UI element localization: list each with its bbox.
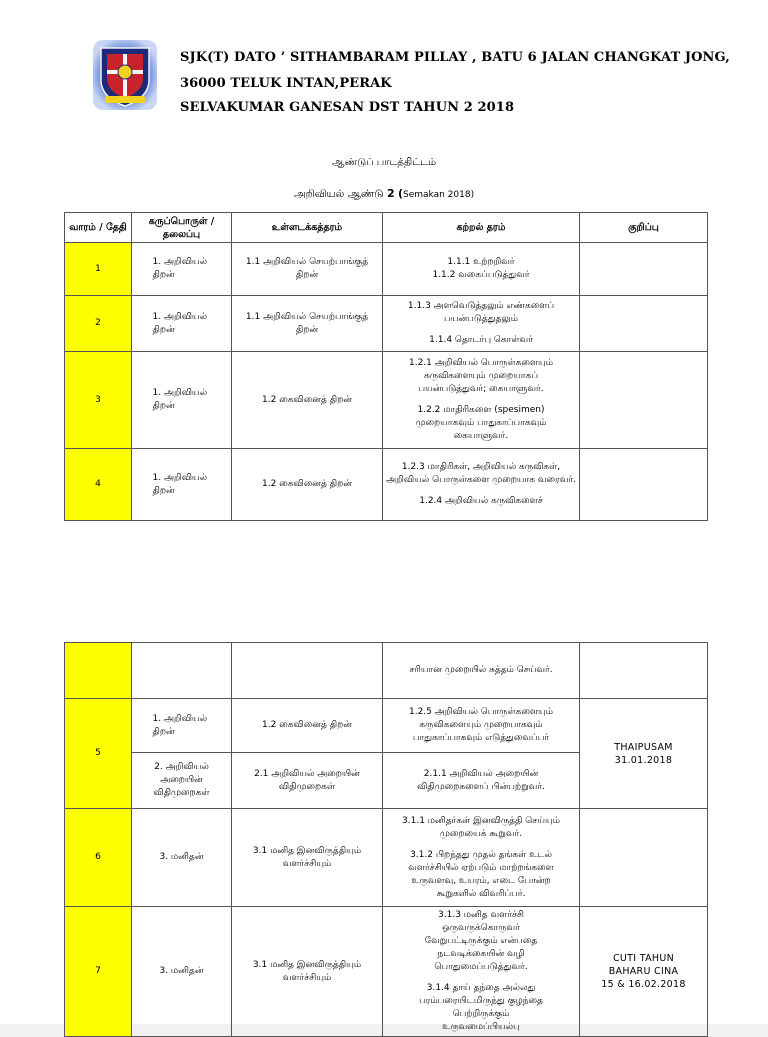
notes-cell [580,643,708,699]
content-cell: 2.1 அறிவியல் அறையின் விதிமுறைகள் [232,753,383,809]
header-learning-standard: கற்றல் தரம் [383,213,580,243]
theme-cell: 1. அறிவியல் திறன் [132,296,232,352]
learning-item: 3.1.2 பிறந்தது முதல் தங்கள் உடல் வளர்ச்சியில் ஏற்படும் மாற்றங்களை உருவளவு, உயரம், எடை போன்ற கூறுகளில் விவரிப்பர். [408,849,554,899]
school-crest-logo [93,40,157,110]
notes-cell [580,296,708,352]
week-cell: 5 [65,699,132,809]
learning-item: 1.2.4 அறிவியல் கருவிகளைச் [419,496,543,506]
subtitle-year: 2 [386,187,395,200]
table-row [65,699,708,753]
content-cell [232,643,383,699]
subtitle-note: Semakan 2018) [403,190,475,200]
table-row [65,296,708,352]
learning-item: 3.1.4 தாய் தந்தை அல்லது பரம்பரையிடமிருந்து குழந்தை பெற்றிருக்கும் உருவமைப்பியல்பு [419,983,543,1032]
content-cell: 1.2 கைவினைத் திறன் [232,699,383,753]
week-cell: 6 [65,809,132,907]
learning-item: 1.2.2 மாதிரிகளை (spesimen) முறையாகவும் பாதுகாப்பாகவும் கையாளுவர். [415,405,547,441]
notes-cell [580,907,708,1037]
theme-cell: 2. அறிவியல் அறையின் விதிமுறைகள் [132,753,232,809]
content-cell: 1.2 கைவினைத் திறன் [232,449,383,521]
table-row [65,449,708,521]
learning-item: 1.1.1 உற்றறிவர் [447,257,515,267]
header-notes: குறிப்பு [580,213,708,243]
learning-item: 1.2.1 அறிவியல் பொருள்களையும் கருவிகளையும் முறையாகப் பயன்படுத்துவர்; கையாளுவர். [408,358,553,394]
week-cell: 2 [65,296,132,352]
theme-cell: 1. அறிவியல் திறன் [132,449,232,521]
syllabus-table-1 [64,212,708,521]
learning-item: 3.1.1 மனிதர்கள் இனவிருத்தி செய்யும் முறையைக் கூறுவர். [402,815,560,839]
learning-cell [383,907,580,1037]
learning-cell [383,296,580,352]
notes-cell [580,809,708,907]
learning-cell: 2.1.1 அறிவியல் அறையின் விதிமுறைகளைப் பின்பற்றுவர். [383,753,580,809]
syllabus-table-2 [64,642,708,1037]
notes-cell [580,699,708,809]
holiday-name: BAHARU CINA [608,966,679,977]
content-cell: 1.2 கைவினைத் திறன் [232,352,383,449]
header-row [65,213,708,243]
theme-cell [132,643,232,699]
doc-title: ஆண்டுப் பாடத்திட்டம் [331,157,437,168]
learning-cell [383,809,580,907]
header-content-standard: உள்ளடக்கத்தரம் [232,213,383,243]
school-address-line1: SJK(T) DATO ’ SITHAMBARAM PILLAY , BATU 6 JALAN CHANGKAT JONG, [180,50,730,65]
teacher-line: SELVAKUMAR GANESAN DST TAHUN 2 2018 [180,100,515,115]
subtitle-subject: அறிவியல் ஆண்டு [293,188,384,200]
learning-item: 1.1.2 வகைப்படுத்துவர் [432,270,530,280]
theme-cell: 3. மனிதன் [132,907,232,1037]
learning-cell [383,352,580,449]
learning-item: 1.1.3 அளவெடுத்தலும் எண்களைப் பயன்படுத்துதலும் [407,301,555,324]
theme-cell: 1. அறிவியல் திறன் [132,699,232,753]
holiday-date: 15 & 16.02.2018 [601,979,686,990]
theme-cell: 1. அறிவியல் திறன் [132,352,232,449]
content-cell: 1.1 அறிவியல் செயற்பாங்குத் திறன் [232,243,383,296]
subtitle-paren: ( [397,187,403,200]
header-week: வாரம் / தேதி [65,213,132,243]
table-row [65,352,708,449]
week-cell: 4 [65,449,132,521]
doc-subtitle [0,187,768,201]
theme-cell: 3. மனிதன் [132,809,232,907]
learning-cell [383,243,580,296]
table-row [65,243,708,296]
week-cell: 7 [65,907,132,1037]
learning-item: 3.1.3 மனித வளர்ச்சி ஒருவருக்கொருவர் வேறுபட்டிருக்கும் என்பதை நடவடிக்கையின் வழி பொதுமைப்படுத்துவர். [424,910,538,972]
table-row [65,809,708,907]
week-cell: 1 [65,243,132,296]
learning-cell [383,449,580,521]
header-theme: கருப்பொருள் / தலைப்பு [132,213,232,243]
table-row [65,643,708,699]
holiday-date: 31.01.2018 [614,754,673,766]
week-cell [65,643,132,699]
learning-item: 1.1.4 தொடர்பு கொள்வர் [429,335,533,345]
notes-cell [580,449,708,521]
notes-cell [580,352,708,449]
learning-cell: 1.2.5 அறிவியல் பொருள்களையும் கருவிகளையும் முறையாகவும் பாதுகாப்பாகவும் எடுத்துவைப்பர் [383,699,580,753]
notes-cell [580,243,708,296]
learning-cell: சரியான முறையில் சுத்தம் செய்வர். [383,643,580,699]
content-cell: 3.1 மனித இனவிருத்தியும் வளர்ச்சியும் [232,809,383,907]
holiday-name: CUTI TAHUN [613,953,674,964]
holiday-name: THAIPUSAM [614,741,673,753]
content-cell: 3.1 மனித இனவிருத்தியும் வளர்ச்சியும் [232,907,383,1037]
content-cell: 1.1 அறிவியல் செயற்பாங்குத் திறன் [232,296,383,352]
school-address-line2: 36000 TELUK INTAN,PERAK [180,76,392,91]
theme-cell: 1. அறிவியல் திறன் [132,243,232,296]
learning-item: 1.2.3 மாதிரிகள், அறிவியல் கருவிகள், அறிவியல் பொருள்களை முறையாக வரைவர். [386,462,576,485]
table-row [65,907,708,1037]
week-cell: 3 [65,352,132,449]
